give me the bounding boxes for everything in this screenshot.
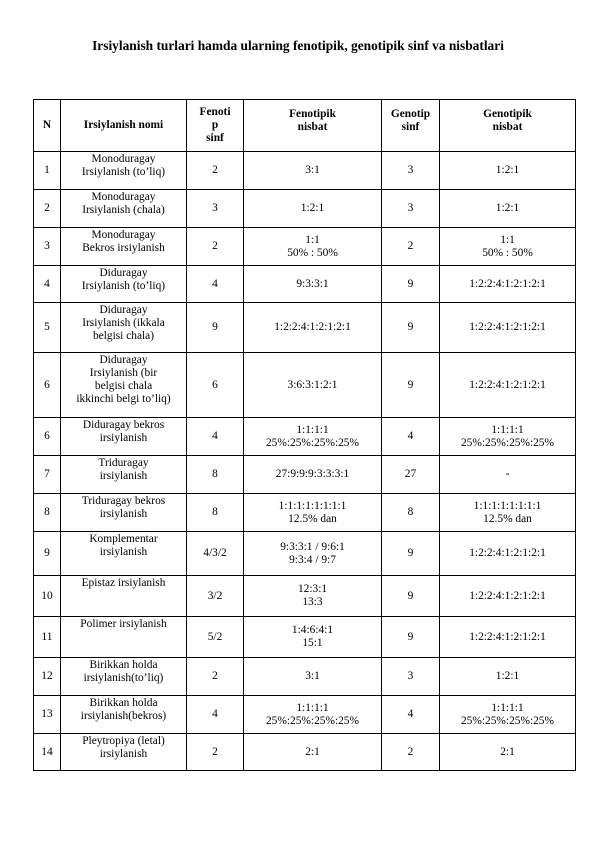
table-row <box>34 494 576 532</box>
genotype-class: 9 <box>382 353 440 418</box>
genotype-ratio: 1:1:1:1 25%:25%:25%:25% <box>440 418 576 456</box>
inheritance-name: Monoduragay Bekros irsiylanish <box>61 228 187 266</box>
inheritance-name: Epistaz irsiylanish <box>61 576 187 617</box>
phenotype-class: 4/3/2 <box>187 532 244 576</box>
row-number: 6 <box>34 418 61 456</box>
row-number: 3 <box>34 228 61 266</box>
row-number: 13 <box>34 696 61 734</box>
genotype-ratio: 1:1:1:1 25%:25%:25%:25% <box>440 696 576 734</box>
row-number: 4 <box>34 266 61 303</box>
row-number: 1 <box>34 152 61 190</box>
genotype-class: 9 <box>382 576 440 617</box>
phenotype-class: 2 <box>187 658 244 696</box>
genotype-ratio: 2:1 <box>440 734 576 771</box>
phenotype-ratio: 3:1 <box>244 658 382 696</box>
genotype-class: 2 <box>382 228 440 266</box>
table-row <box>34 266 576 303</box>
phenotype-ratio: 1:1:1:1:1:1:1:1 12.5% dan <box>244 494 382 532</box>
genotype-ratio: 1:2:2:4:1:2:1:2:1 <box>440 532 576 576</box>
table-row <box>34 456 576 494</box>
inheritance-name: Triduragay irsiylanish <box>61 456 187 494</box>
genotype-class: 4 <box>382 696 440 734</box>
table-row <box>34 734 576 771</box>
table-row <box>34 228 576 266</box>
row-number: 10 <box>34 576 61 617</box>
row-number: 11 <box>34 617 61 658</box>
phenotype-class: 2 <box>187 228 244 266</box>
genotype-class: 3 <box>382 658 440 696</box>
phenotype-class: 5/2 <box>187 617 244 658</box>
inheritance-name: Diduragay Irsiylanish (to’liq) <box>61 266 187 303</box>
genotype-ratio: - <box>440 456 576 494</box>
phenotype-class: 2 <box>187 734 244 771</box>
phenotype-class: 4 <box>187 696 244 734</box>
phenotype-ratio: 3:6:3:1:2:1 <box>244 353 382 418</box>
inheritance-name: Polimer irsiylanish <box>61 617 187 658</box>
row-number: 7 <box>34 456 61 494</box>
table-row <box>34 658 576 696</box>
phenotype-class: 9 <box>187 303 244 353</box>
document-title: Irsiylanish turlari hamda ularning fenotipik, genotipik sinf va nisbatlari <box>92 38 504 53</box>
header-phenotype-ratio: Fenotipik nisbat <box>244 100 382 152</box>
row-number: 12 <box>34 658 61 696</box>
inheritance-name: Monoduragay Irsiylanish (to’liq) <box>61 152 187 190</box>
genotype-ratio: 1:2:2:4:1:2:1:2:1 <box>440 303 576 353</box>
header-n: N <box>34 100 61 152</box>
phenotype-class: 3/2 <box>187 576 244 617</box>
table-row <box>34 190 576 228</box>
phenotype-ratio: 1:4:6:4:1 15:1 <box>244 617 382 658</box>
header-genotype-ratio: Genotipik nisbat <box>440 100 576 152</box>
table-row <box>34 152 576 190</box>
inheritance-name: Triduragay bekros irsiylanish <box>61 494 187 532</box>
phenotype-ratio: 1:1:1:1 25%:25%:25%:25% <box>244 418 382 456</box>
inheritance-name: Diduragay Irsiylanish (bir belgisi chala ikkinchi belgi to’liq) <box>61 353 187 418</box>
row-number: 5 <box>34 303 61 353</box>
genotype-class: 3 <box>382 190 440 228</box>
inheritance-name: Diduragay Irsiylanish (ikkala belgisi chala) <box>61 303 187 353</box>
phenotype-ratio: 2:1 <box>244 734 382 771</box>
header-genotype-class: Genotip sinf <box>382 100 440 152</box>
phenotype-ratio: 1:1:1:1 25%:25%:25%:25% <box>244 696 382 734</box>
table-row <box>34 303 576 353</box>
table-row <box>34 696 576 734</box>
row-number: 6 <box>34 353 61 418</box>
inheritance-name: Monoduragay Irsiylanish (chala) <box>61 190 187 228</box>
phenotype-class: 4 <box>187 266 244 303</box>
phenotype-class: 3 <box>187 190 244 228</box>
genotype-class: 9 <box>382 617 440 658</box>
genotype-ratio: 1:1 50% : 50% <box>440 228 576 266</box>
phenotype-ratio: 1:2:2:4:1:2:1:2:1 <box>244 303 382 353</box>
genotype-class: 8 <box>382 494 440 532</box>
genotype-ratio: 1:1:1:1:1:1:1:1 12.5% dan <box>440 494 576 532</box>
genotype-ratio: 1:2:2:4:1:2:1:2:1 <box>440 266 576 303</box>
row-number: 8 <box>34 494 61 532</box>
genotype-class: 9 <box>382 266 440 303</box>
genotype-ratio: 1:2:2:4:1:2:1:2:1 <box>440 353 576 418</box>
phenotype-ratio: 3:1 <box>244 152 382 190</box>
phenotype-ratio: 12:3:1 13:3 <box>244 576 382 617</box>
inheritance-name: Birikkan holda irsiylanish(bekros) <box>61 696 187 734</box>
inheritance-name: Diduragay bekros irsiylanish <box>61 418 187 456</box>
phenotype-ratio: 9:3:3:1 / 9:6:1 9:3:4 / 9:7 <box>244 532 382 576</box>
table-row <box>34 617 576 658</box>
row-number: 2 <box>34 190 61 228</box>
genotype-class: 3 <box>382 152 440 190</box>
genotype-class: 2 <box>382 734 440 771</box>
phenotype-class: 4 <box>187 418 244 456</box>
inheritance-table <box>33 99 576 771</box>
header-phenotype-class: Fenoti p sinf <box>187 100 244 152</box>
table-row <box>34 532 576 576</box>
row-number: 14 <box>34 734 61 771</box>
table-header-row <box>34 100 576 152</box>
inheritance-name: Komplementar irsiylanish <box>61 532 187 576</box>
table-row <box>34 418 576 456</box>
genotype-ratio: 1:2:1 <box>440 152 576 190</box>
genotype-class: 9 <box>382 303 440 353</box>
phenotype-class: 2 <box>187 152 244 190</box>
table-body <box>34 152 576 771</box>
inheritance-name: Birikkan holda irsiylanish(to’liq) <box>61 658 187 696</box>
phenotype-ratio: 27:9:9:9:3:3:3:1 <box>244 456 382 494</box>
phenotype-ratio: 1:2:1 <box>244 190 382 228</box>
genotype-ratio: 1:2:1 <box>440 190 576 228</box>
genotype-ratio: 1:2:2:4:1:2:1:2:1 <box>440 576 576 617</box>
row-number: 9 <box>34 532 61 576</box>
genotype-ratio: 1:2:1 <box>440 658 576 696</box>
phenotype-ratio: 1:1 50% : 50% <box>244 228 382 266</box>
genotype-ratio: 1:2:2:4:1:2:1:2:1 <box>440 617 576 658</box>
genotype-class: 4 <box>382 418 440 456</box>
table-row <box>34 576 576 617</box>
inheritance-name: Pleytropiya (letal) irsiylanish <box>61 734 187 771</box>
genotype-class: 27 <box>382 456 440 494</box>
phenotype-class: 6 <box>187 353 244 418</box>
phenotype-class: 8 <box>187 494 244 532</box>
phenotype-ratio: 9:3:3:1 <box>244 266 382 303</box>
table-row <box>34 353 576 418</box>
genotype-class: 9 <box>382 532 440 576</box>
phenotype-class: 8 <box>187 456 244 494</box>
header-name: Irsiylanish nomi <box>61 100 187 152</box>
